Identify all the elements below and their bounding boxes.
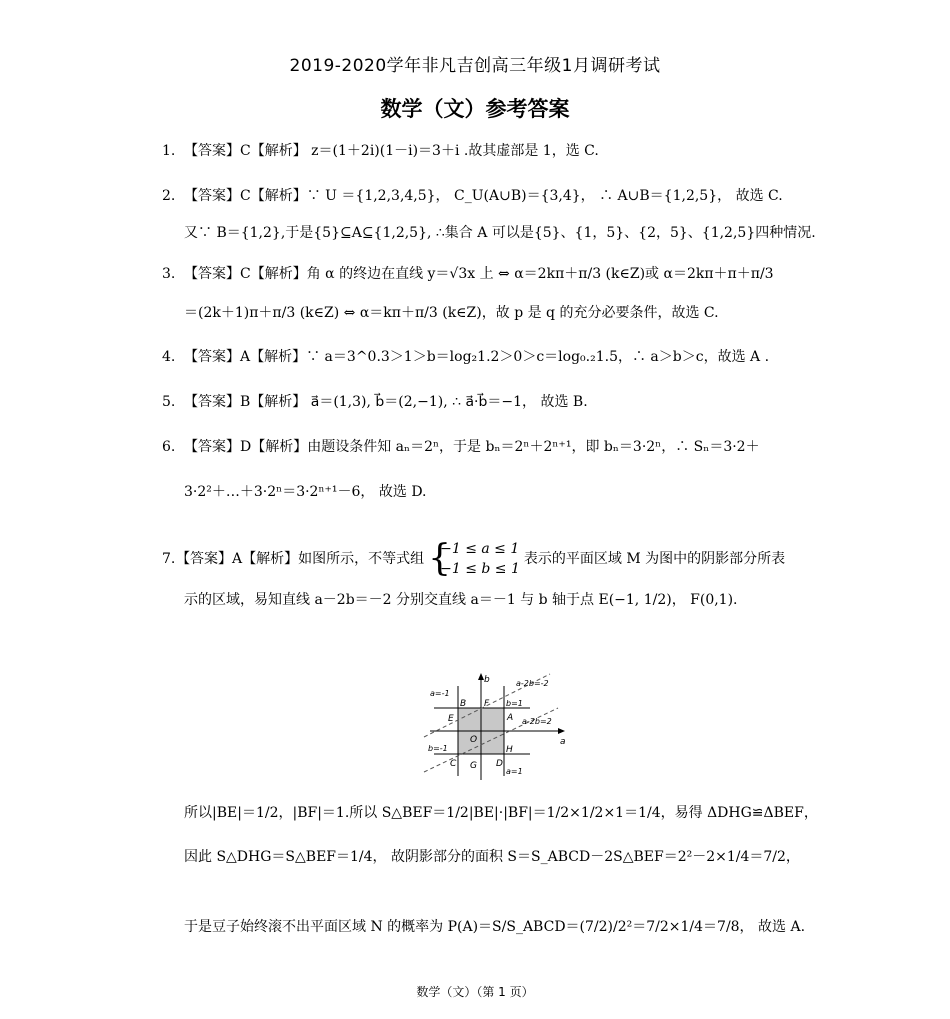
label-F: F [484,699,490,709]
answer-number: 4. [162,349,176,365]
solution-line-2: 因此 S△DHG＝S△BEF＝1/4， 故阴影部分的面积 S＝S_ABCD－2S△BEF＝2²－2×1/4＝7/2， [184,849,800,865]
label-D: D [496,759,503,769]
label-O: O [470,735,478,745]
answer-4 [162,347,769,367]
label-b-neg1: b=-1 [428,744,448,753]
answer-text: 【答案】C【解析】 z＝(1＋2i)(1－i)＝3＋i .故其虚部是 1，选 C. [184,143,599,159]
solution-line-3: 于是豆子始终滚不出平面区域 N 的概率为 P(A)＝S/S_ABCD＝(7/2)/2²＝7/2×1/4＝7/8， 故选 A. [184,919,806,935]
exam-title: 2019-2020学年非凡吉创高三年级1月调研考试 [289,56,661,76]
label-a-2b-neg2: a-2b=-2 [516,679,549,688]
answer-text: 【答案】B【解析】 a⃗＝(1,3), b⃗＝(2,−1), ∴ a⃗·b⃗＝−1， 故选 B. [184,394,588,410]
answer-number: 5. [162,394,176,410]
answer-6 [162,437,760,457]
answer-number: 1. [162,143,176,159]
inequality-a: −1 ≤ a ≤ 1 [440,541,520,557]
answer-text: 【答案】A【解析】如图所示，不等式组 [176,551,425,567]
answer-3 [162,264,774,284]
answer-key-title: 数学（文）参考答案 [380,97,570,121]
answer-text: 【答案】C【解析】∵ U ＝{1,2,3,4,5}， C_U(A∪B)＝{3,4}， ∴ A∪B＝{1,2,5}， 故选 C. [184,188,783,204]
label-a: a [560,737,566,747]
inequality-system [428,539,520,579]
region-figure [420,672,570,784]
answer-text: 【答案】A【解析】∵ a＝3^0.3＞1＞b＝log₂1.2＞0＞c＝log₀.₂1.5，∴ a＞b＞c，故选 A . [184,349,770,365]
answer-number: 2. [162,188,176,204]
answer-2-continuation: 又∵ B＝{1,2},于是{5}⊆A⊆{1,2,5}, ∴集合 A 可以是{5}、{1，5}、{2，5}、{1,2,5}四种情况. [184,225,816,241]
label-a-neg1: a=-1 [430,689,450,698]
answer-2 [162,186,783,206]
answer-text: 【答案】C【解析】角 α 的终边在直线 y＝√3x 上 ⇔ α＝2kπ＋π/3 (k∈Z)或 α＝2kπ＋π＋π/3 [184,266,774,282]
label-E: E [448,714,454,724]
label-A: A [507,713,514,723]
answer-3-continuation: ＝(2k＋1)π＋π/3 (k∈Z) ⇔ α＝kπ＋π/3 (k∈Z)，故 p 是 q 的充分必要条件，故选 C. [184,305,719,321]
label-C: C [450,759,457,769]
label-b: b [484,675,490,685]
answer-text-after: 表示的平面区域 M 为图中的阴影部分所表 [523,551,786,567]
answer-5 [162,392,588,412]
page-footer: 数学（文）（第 1 页） [416,985,534,999]
label-H: H [506,745,513,755]
system-brace: { [428,538,452,579]
label-b-1: b=1 [506,699,523,708]
a-axis-arrow [558,728,565,734]
solution-line-1: 所以|BE|＝1/2，|BF|＝1.所以 S△BEF＝1/2|BE|·|BF|＝1/2×1/2×1＝1/4，易得 ΔDHG≌ΔBEF， [184,805,818,821]
answer-number: 3. [162,266,176,282]
label-a-2b-2: a-2b=2 [522,717,552,726]
answer-7-continuation: 示的区域，易知直线 a－2b＝－2 分别交直线 a＝－1 与 b 轴于点 E(−1, 1/2)， F(0,1). [184,592,738,608]
answer-number: 6. [162,439,176,455]
inequality-b: −1 ≤ b ≤ 1 [440,561,520,577]
answer-1 [162,141,599,161]
label-a-1: a=1 [506,767,523,776]
answer-6-continuation: 3·2²＋…＋3·2ⁿ＝3·2ⁿ⁺¹－6， 故选 D. [184,484,427,500]
answer-text: 【答案】D【解析】由题设条件知 aₙ＝2ⁿ，于是 bₙ＝2ⁿ＋2ⁿ⁺¹，即 bₙ＝3·2ⁿ，∴ Sₙ＝3·2＋ [184,439,760,455]
label-G: G [470,761,477,771]
answer-7 [162,537,785,581]
answer-number: 7. [162,551,176,567]
label-B: B [460,699,467,709]
